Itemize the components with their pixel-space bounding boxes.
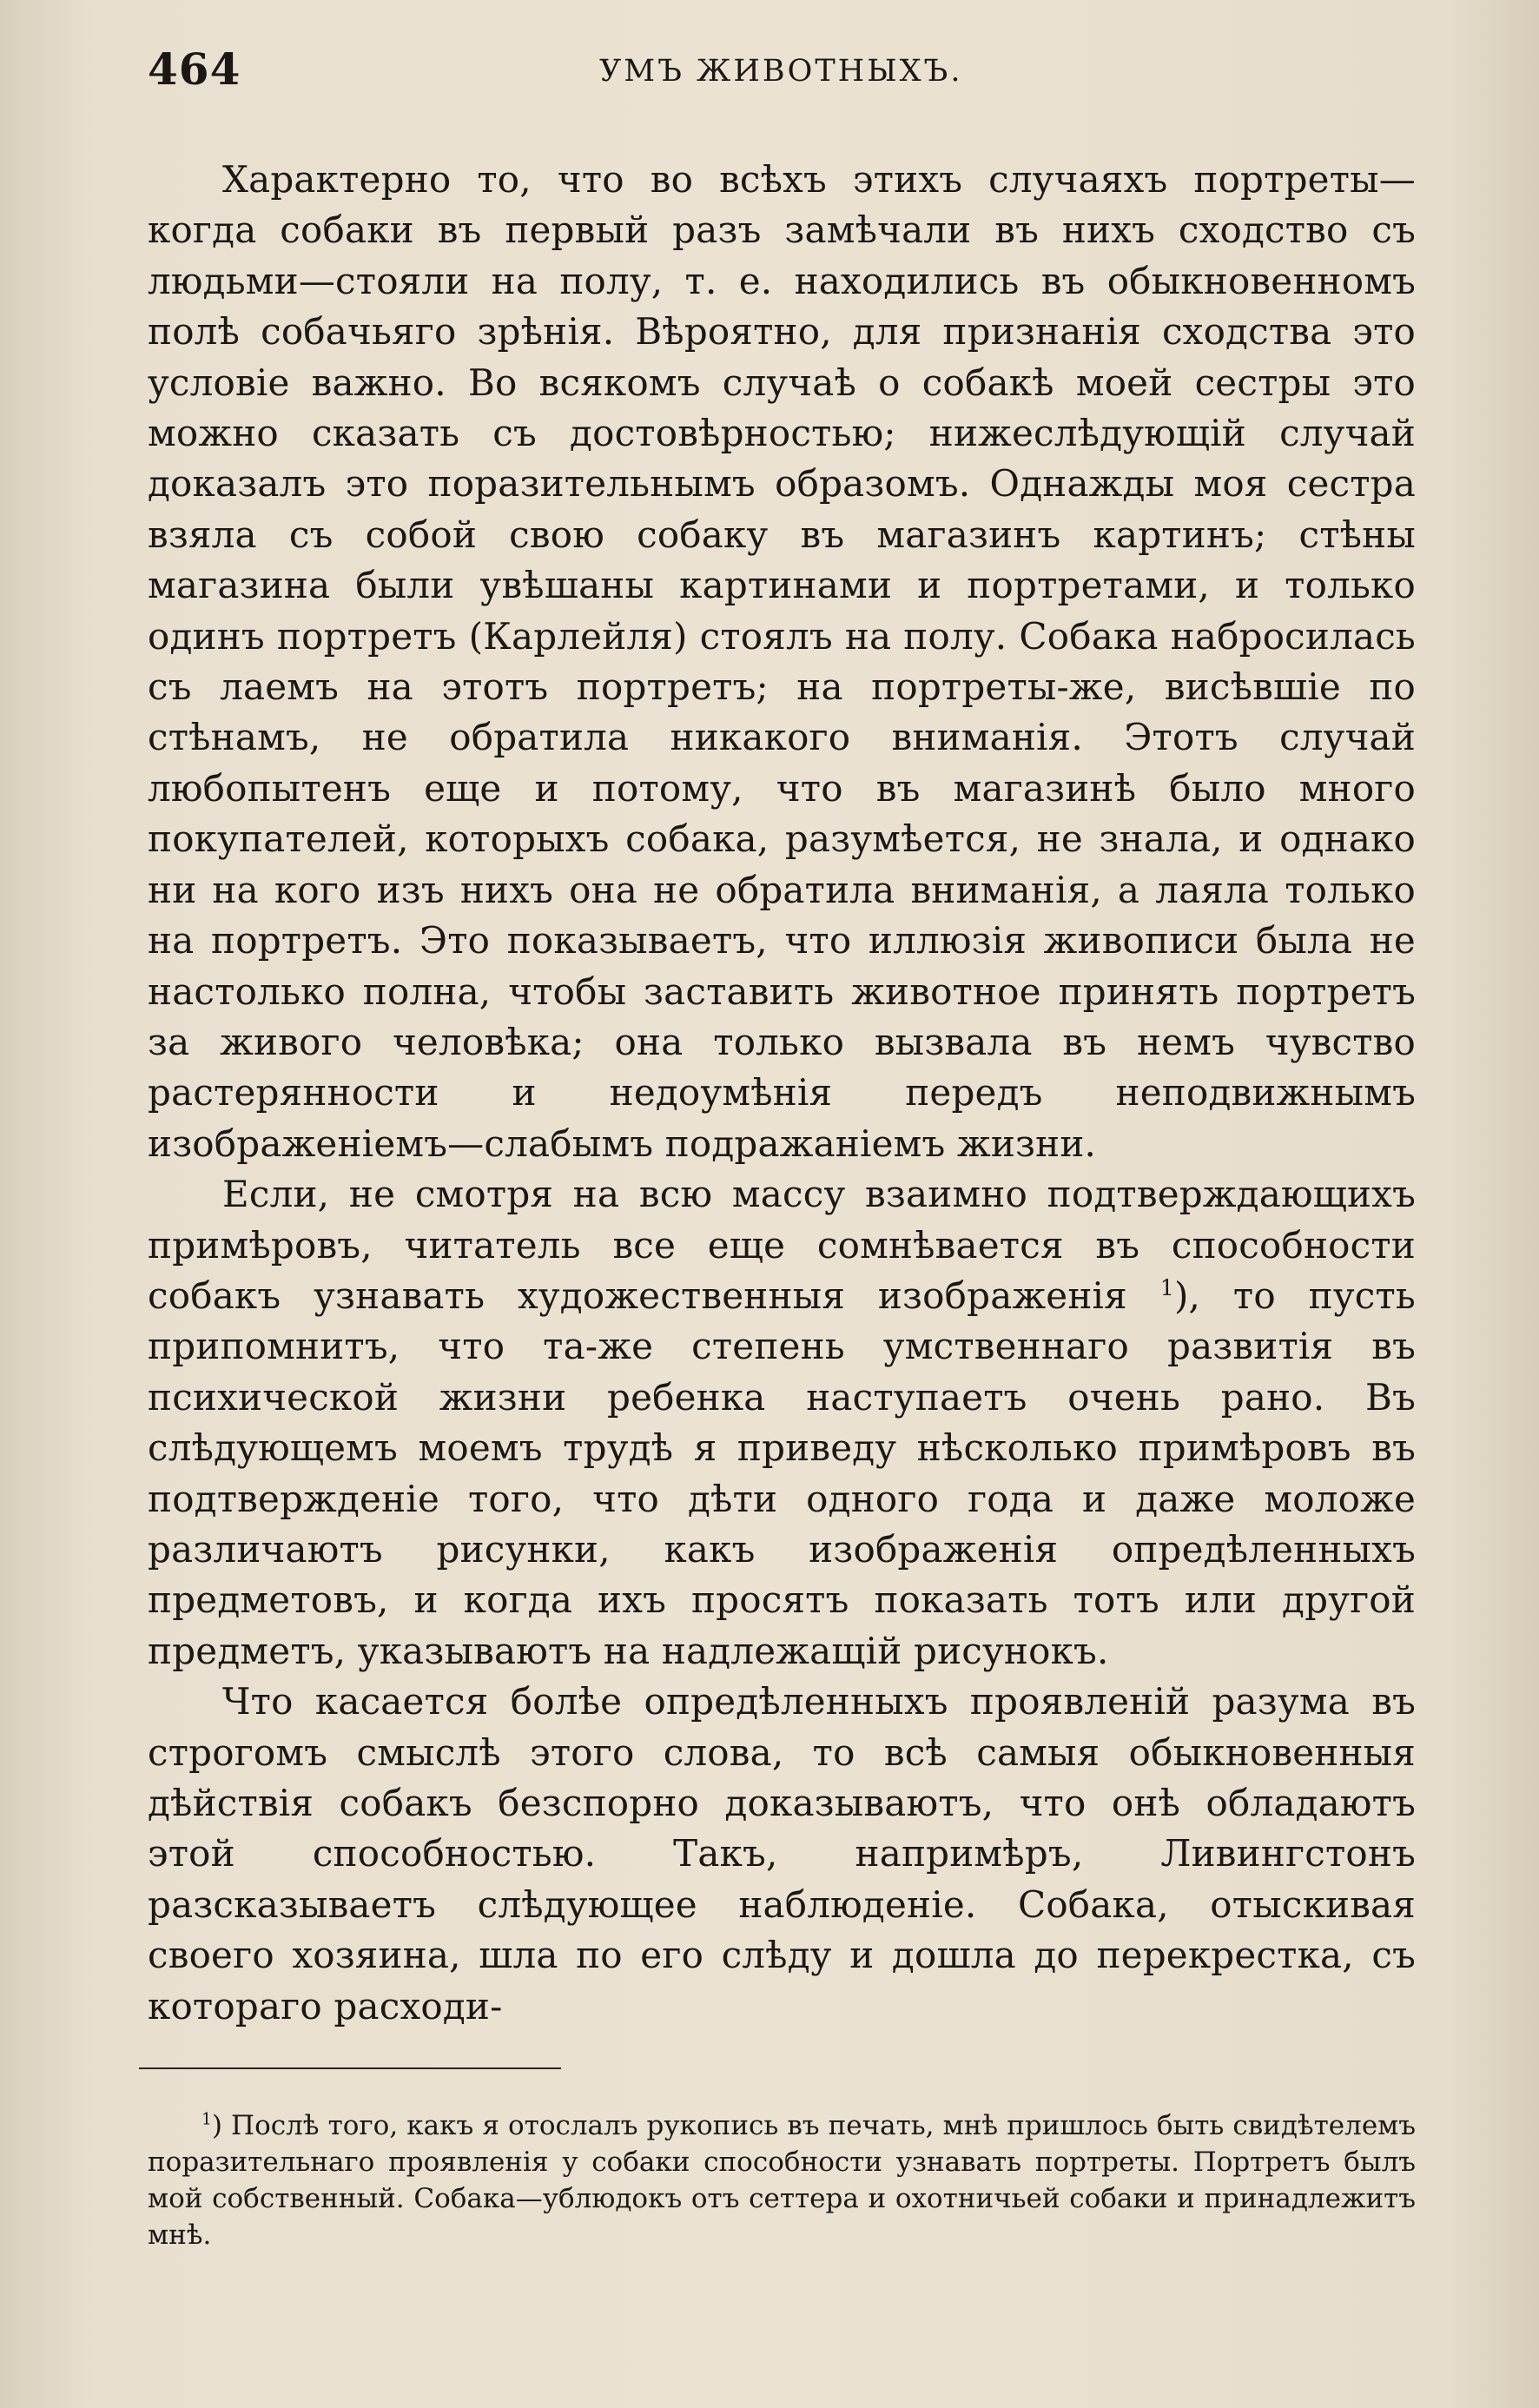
paragraph-2-end: ), то пусть припомнитъ, что та-же степень умственнаго развитія въ психической жизни ребенка наступаетъ очень рано. Въ слѣдующемъ моемъ трудѣ я приведу нѣсколько примѣровъ въ подтвержденіе того, что дѣти одного года и даже моложе различаютъ рисунки, какъ изображенія опредѣленныхъ предметовъ, и когда ихъ просятъ показать тотъ или другой предметъ, указываютъ на надлежащій рисунокъ.: [148, 1273, 1416, 1672]
footnote: [148, 2107, 1416, 2253]
footnote-divider: [139, 2067, 561, 2069]
page-header: [148, 43, 1416, 113]
footnote-text: ) Послѣ того, какъ я отослалъ рукопись въ печать, мнѣ пришлось быть свидѣтелемъ поразительнаго проявленія у собаки способности узнавать портреты. Портретъ былъ мой собственный. Собака—ублюдокъ отъ сеттера и охотничьей собаки и принадлежитъ мнѣ.: [148, 2110, 1416, 2251]
page-number: 464: [148, 43, 241, 95]
paragraph-2: [148, 1169, 1416, 1677]
footnote-text-block: [148, 2107, 1416, 2253]
paragraph-1: Характерно то, что во всѣхъ этихъ случаяхъ портреты—когда собаки въ первый разъ замѣчали въ нихъ сходство съ людьми—стояли на полу, т. е. находились въ обыкновенномъ полѣ собачьяго зрѣнія. Вѣроятно, для признанія сходства это условіе важно. Во всякомъ случаѣ о собакѣ моей сестры это можно сказать съ достовѣрностью; нижеслѣдующій случай доказалъ это поразительнымъ образомъ. Однажды моя сестра взяла съ собой свою собаку въ магазинъ картинъ; стѣны магазина были увѣшаны картинами и портретами, и только одинъ портретъ (Карлейля) стоялъ на полу. Собака набросилась съ лаемъ на этотъ портретъ; на портреты-же, висѣвшіе по стѣнамъ, не обратила никакого вниманія. Этотъ случай любопытенъ еще и потому, что въ магазинѣ было много покупателей, которыхъ собака, разумѣется, не знала, и однако ни на кого изъ нихъ она не обратила вниманія, а лаяла только на портретъ. Это показываетъ, что иллюзія живописи была не настолько полна, чтобы заставить животное принять портретъ за живого человѣка; она только вызвала въ немъ чувство растерянности и недоумѣнія передъ неподвижнымъ изображеніемъ—слабымъ подражаніемъ жизни.: [148, 158, 1416, 1165]
footnote-reference: 1: [1159, 1274, 1174, 1300]
footnote-marker: 1: [201, 2110, 212, 2129]
paragraph-2-start: Если, не смотря на всю массу взаимно подтверждающихъ примѣровъ, читатель все еще сомнѣвается въ способности собакъ узнавать художественныя изображенія: [148, 1173, 1416, 1317]
paragraph-3: Что касается болѣе опредѣленныхъ проявленій разума въ строгомъ смыслѣ этого слова, то всѣ самыя обыкновенныя дѣйствія собакъ безспорно доказываютъ, что онѣ обладаютъ этой способностью. Такъ, напримѣръ, Ливингстонъ разсказываетъ слѣдующее наблюденіе. Собака, отыскивая своего хозяина, шла по его слѣду и дошла до перекрестка, съ котораго расходи-: [148, 1680, 1416, 2028]
main-text: [148, 155, 1416, 2032]
running-title: УМЪ ЖИВОТНЫХЪ.: [599, 54, 963, 89]
